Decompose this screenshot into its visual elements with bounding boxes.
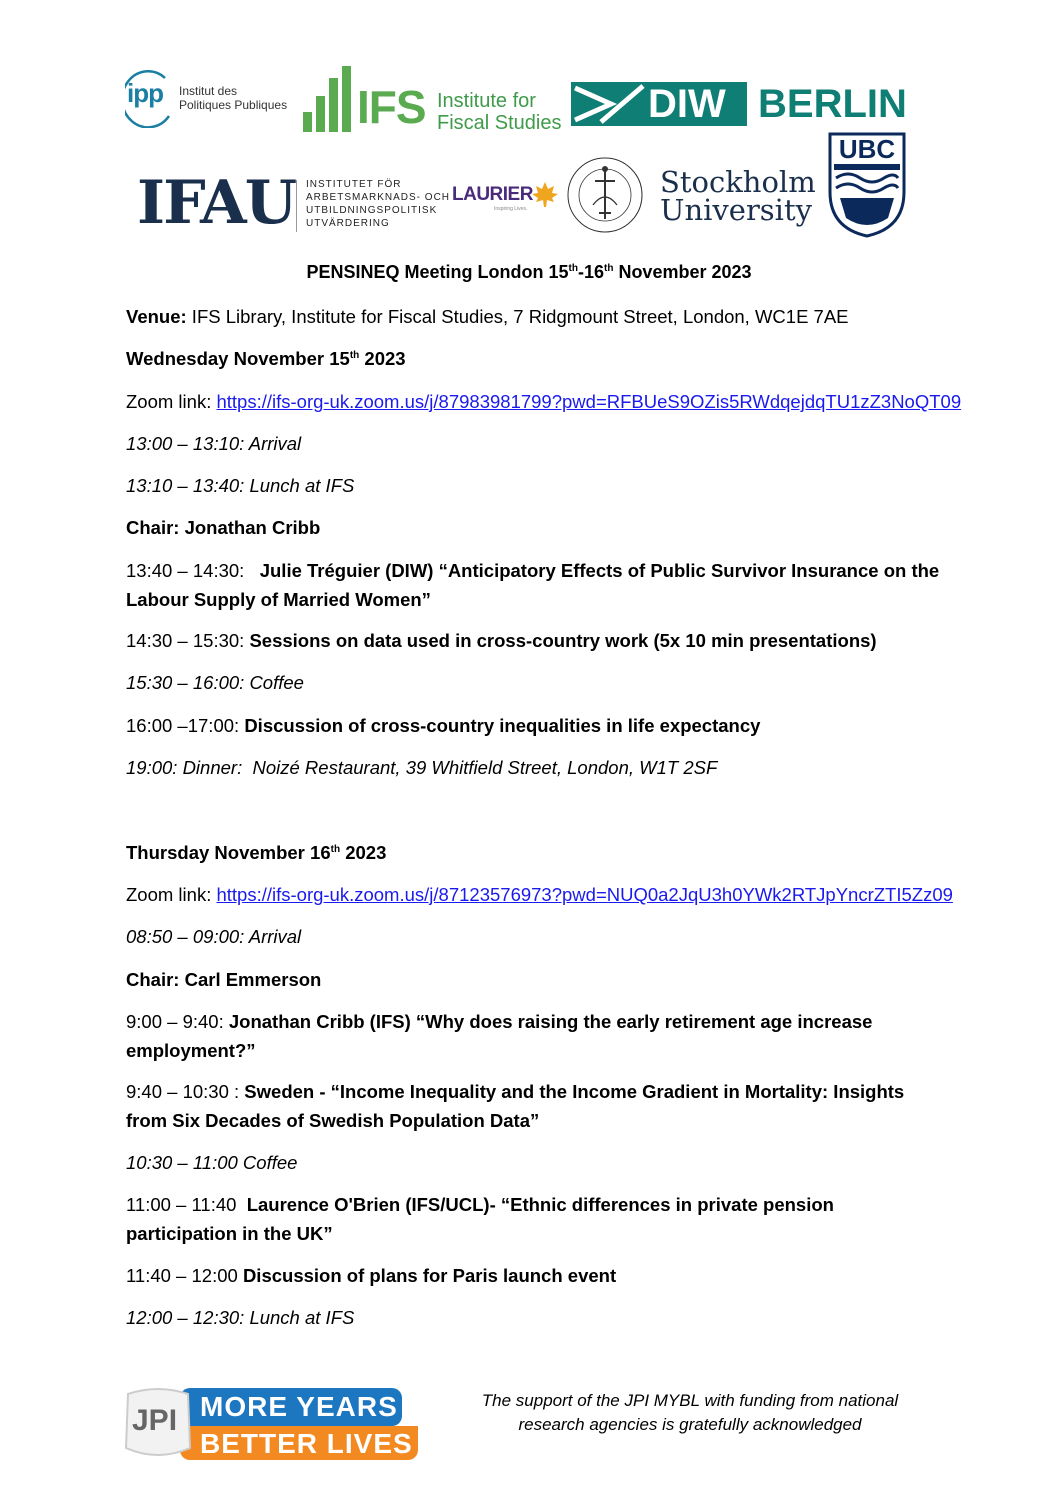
ipp-short: ipp (127, 78, 163, 108)
jpi-better-lives: BETTER LIVES (200, 1428, 413, 1459)
laurier-name: LAURIER (452, 184, 533, 205)
day2-heading: Thursday November 16th 2023 (126, 842, 387, 863)
diw-chevron-icon (571, 82, 651, 126)
day1-coffee: 15:30 – 16:00: Coffee (126, 672, 304, 693)
laurier-tagline: Inspiring Lives. (494, 206, 528, 212)
stockholm-university-logo: Stockholm University (660, 165, 816, 227)
ipp-name: Institut des Politiques Publiques (179, 84, 288, 112)
day2-zoom-link[interactable]: https://ifs-org-uk.zoom.us/j/87123576973?pwd=NUQ0a2JqU3h0YWk2RTJpYncrZTI5Zz09 (216, 884, 953, 905)
day2-arrival: 08:50 – 09:00: Arrival (126, 926, 302, 947)
day2-chair: Chair: Carl Emmerson (126, 969, 322, 990)
stockholm-university-seal-icon (565, 155, 645, 235)
diw-berlin-text: BERLIN (758, 82, 907, 126)
day1-zoom: Zoom link: https://ifs-org-uk.zoom.us/j/87983981799?pwd=RFBUeS9OZis5RWdqejdqTU1zZ3NoQT09 (126, 391, 962, 412)
day1-zoom-link[interactable]: https://ifs-org-uk.zoom.us/j/87983981799?pwd=RFBUeS9OZis5RWdqejdqTU1zZ3NoQT09 (216, 391, 962, 412)
funding-acknowledgement: The support of the JPI MYBL with funding from national research agencies is gratefully acknowledged (481, 1391, 899, 1434)
day2-session-1-cont: employment?” (126, 1040, 256, 1061)
ifau-name: INSTITUTET FÖR ARBETSMARKNADS- OCH UTBILDNINGSPOLITISK UTVÄRDERING (306, 179, 451, 229)
ifs-bars-icon (303, 66, 351, 132)
day1-session-3: 16:00 –17:00: Discussion of cross-country inequalities in life expectancy (126, 715, 761, 736)
day2-lunch: 12:00 – 12:30: Lunch at IFS (126, 1307, 355, 1328)
day2-session-3: 11:00 – 11:40 Laurence O'Brien (IFS/UCL)- “Ethnic differences in private pension (126, 1194, 834, 1215)
day1-session-2: 14:30 – 15:30: Sessions on data used in cross-country work (5x 10 min presentations) (126, 630, 877, 651)
day2-session-2-cont: from Six Decades of Swedish Population Data” (126, 1110, 540, 1131)
day1-dinner: 19:00: Dinner: Noizé Restaurant, 39 Whitfield Street, London, W1T 2SF (126, 757, 718, 778)
page-title: PENSINEQ Meeting London 15th-16th November 2023 (306, 262, 752, 282)
day1-session-1-cont: Labour Supply of Married Women” (126, 589, 431, 610)
day1-session-1: 13:40 – 14:30: Julie Tréguier (DIW) “Anticipatory Effects of Public Survivor Insurance on the (126, 560, 940, 581)
jpi-more-years: MORE YEARS (200, 1391, 398, 1422)
day2-session-4: 11:40 – 12:00 Discussion of plans for Paris launch event (126, 1265, 617, 1286)
day1-chair: Chair: Jonathan Cribb (126, 517, 321, 538)
day2-coffee: 10:30 – 11:00 Coffee (126, 1152, 298, 1173)
day2-session-2: 9:40 – 10:30 : Sweden - “Income Inequality and the Income Gradient in Mortality: Insights (126, 1081, 905, 1102)
day2-zoom: Zoom link: https://ifs-org-uk.zoom.us/j/87123576973?pwd=NUQ0a2JqU3h0YWk2RTJpYncrZTI5Zz09 (126, 884, 953, 905)
ifau-divider (296, 180, 297, 232)
jpi-label: JPI (132, 1404, 178, 1437)
ubc-short: UBC (838, 134, 896, 164)
day1-heading: Wednesday November 15th 2023 (126, 348, 406, 369)
day1-lunch: 13:10 – 13:40: Lunch at IFS (126, 475, 355, 496)
ubc-logo (828, 132, 906, 238)
maple-leaf-icon (530, 180, 560, 208)
day1-arrival: 13:00 – 13:10: Arrival (126, 433, 302, 454)
day2-session-1: 9:00 – 9:40: Jonathan Cribb (IFS) “Why does raising the early retirement age increase (126, 1011, 873, 1032)
diw-text: DIW (648, 82, 726, 126)
ifau-short: IFAU (137, 168, 296, 238)
venue: Venue: IFS Library, Institute for Fiscal Studies, 7 Ridgmount Street, London, WC1E 7AE (126, 306, 849, 327)
day2-session-3-cont: participation in the UK” (126, 1223, 333, 1244)
ifs-short: IFS (357, 81, 426, 133)
ifs-name: Institute for Fiscal Studies (437, 90, 562, 134)
